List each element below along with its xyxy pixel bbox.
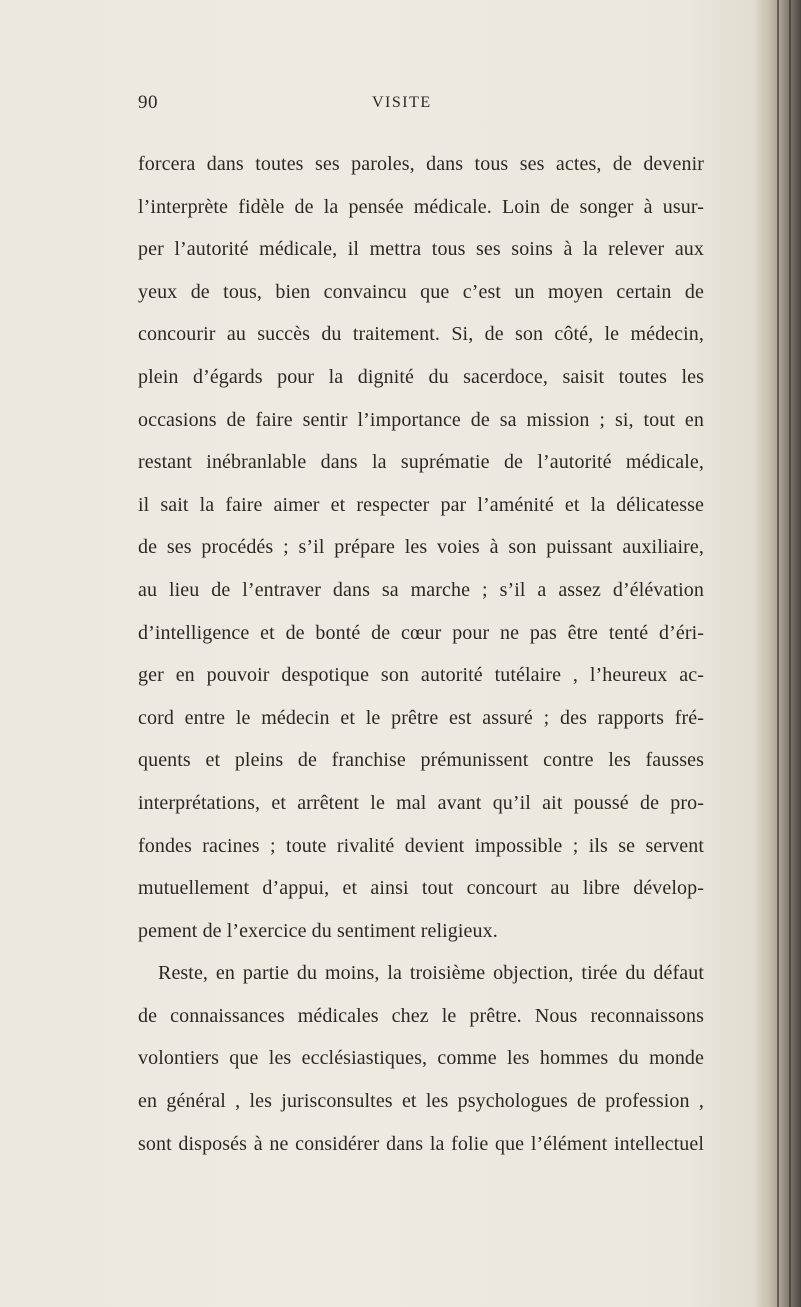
text-line: per l’autorité médicale, il mettra tous ses soins à la relever aux (138, 238, 704, 261)
text-line: l’interprète fidèle de la pensée médicale. Loin de songer à usur- (138, 195, 704, 218)
page-number: 90 (138, 92, 158, 113)
body-text (138, 143, 704, 1165)
text-line: restant inébranlable dans la suprématie de l’autorité médicale, (138, 451, 704, 474)
text-line: ger en pouvoir despotique son autorité tutélaire , l’heureux ac- (138, 664, 704, 687)
gutter-line (789, 0, 791, 1307)
gutter-line (777, 0, 779, 1307)
text-line: de ses procédés ; s’il prépare les voies à son puissant auxiliaire, (138, 536, 704, 559)
text-line: il sait la faire aimer et respecter par l’aménité et la délicatesse (138, 493, 704, 516)
text-line: yeux de tous, bien convaincu que c’est un moyen certain de (138, 280, 704, 303)
text-line: interprétations, et arrêtent le mal avant qu’il ait poussé de pro- (138, 791, 704, 814)
text-line: en général , les jurisconsultes et les psychologues de profession , (138, 1090, 704, 1113)
text-line: au lieu de l’entraver dans sa marche ; s’il a assez d’élévation (138, 578, 704, 601)
text-line: volontiers que les ecclésiastiques, comme les hommes du monde (138, 1047, 704, 1070)
text-line: sont disposés à ne considérer dans la folie que l’élément intellectuel (138, 1132, 704, 1155)
text-line: plein d’égards pour la dignité du sacerdoce, saisit toutes les (138, 365, 704, 388)
text-line: forcera dans toutes ses paroles, dans tous ses actes, de devenir (138, 153, 704, 175)
text-line: d’intelligence et de bonté de cœur pour ne pas être tenté d’éri- (138, 621, 704, 644)
text-line: fondes racines ; toute rivalité devient impossible ; ils se servent (138, 834, 704, 857)
text-line: pement de l’exercice du sentiment religieux. (138, 919, 498, 942)
text-line: quents et pleins de franchise prémunissent contre les fausses (138, 749, 704, 772)
page-gutter-shadow (755, 0, 801, 1307)
text-line: Reste, en partie du moins, la troisième objection, tirée du défaut (158, 962, 704, 985)
text-line: concourir au succès du traitement. Si, de son côté, le médecin, (138, 323, 704, 346)
text-line: cord entre le médecin et le prêtre est assuré ; des rapports fré- (138, 706, 704, 729)
text-line: de connaissances médicales chez le prêtre. Nous reconnaissons (138, 1004, 704, 1027)
running-head: VISITE (372, 94, 432, 111)
text-line: mutuellement d’appui, et ainsi tout concourt au libre dévelop- (138, 877, 704, 900)
text-line: occasions de faire sentir l’importance de sa mission ; si, tout en (138, 408, 704, 431)
page-header (0, 92, 801, 122)
